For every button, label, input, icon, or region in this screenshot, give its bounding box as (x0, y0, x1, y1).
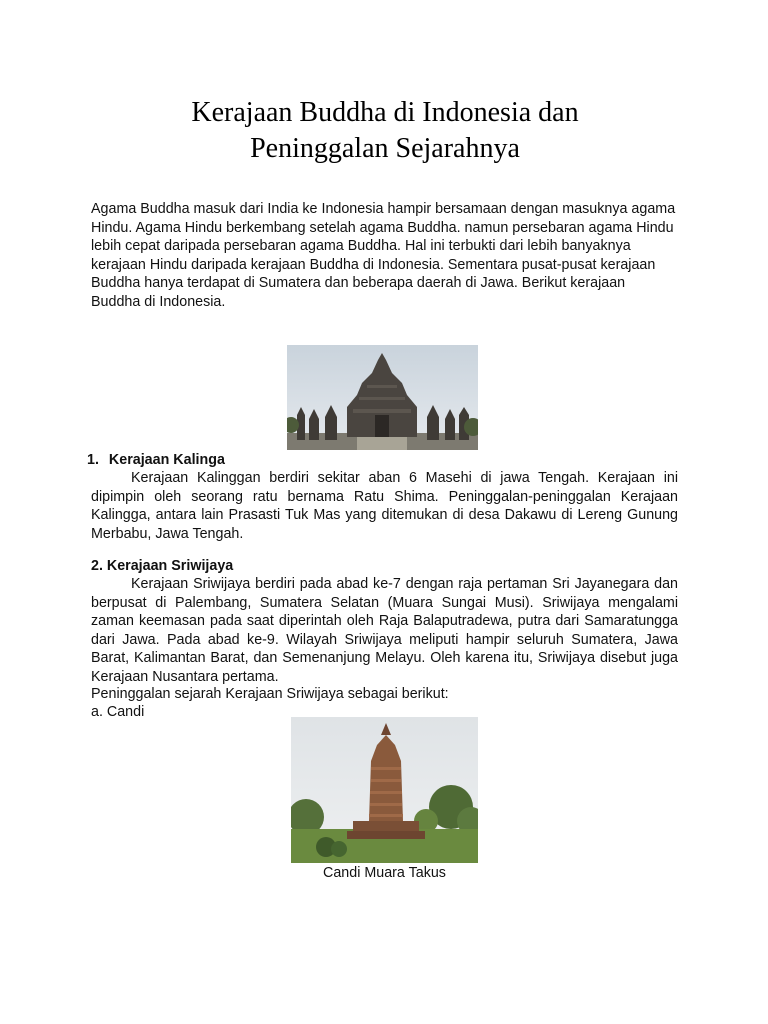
section-1-heading (87, 451, 225, 470)
section-1-title: Kerajaan Kalinga (108, 452, 225, 468)
temple-photo-1 (287, 345, 478, 450)
temple-photo-2 (291, 717, 478, 863)
intro-paragraph: Agama Buddha masuk dari India ke Indonesia hampir bersamaan dengan masuknya agama Hindu. Agama Hindu berkembang setelah agama Buddha. namun persebaran agama Hindu lebih cepat daripada persebaran agama Buddha. Hal ini terbukti dari lebih banyaknya kerajaan Hindu daripada kerajaan Buddha di Indonesia. Sementara pusat-pusat kerajaan Buddha hanya terdapat di Sumatera dan beberapa daerah di Jawa. Berikut kerajaan Buddha di Indonesia. (91, 201, 676, 310)
page-title (90, 95, 680, 167)
section-2-text: Kerajaan Sriwijaya berdiri pada abad ke-7 dengan raja pertaman Sri Jayanegara dan berpusat di Palembang, Sumatera Selatan (Muara Sungai Musi). Sriwijaya mengalami zaman keemasan pada saat diperintah oleh Raja Balaputradewa, putra dari Samaratungga dari Jawa. Pada abad ke-9. Wilayah Sriwijaya meliputi hampir seluruh Sumatera, Jawa Barat, Kalimantan Barat, dan Semenanjung Melayu. Oleh karena itu, Sriwijaya disebut juga Kerajaan Nusantara pertama. (91, 576, 678, 685)
title-line-2: Peninggalan Sejarahnya (250, 133, 520, 164)
title-line-1: Kerajaan Buddha di Indonesia dan (191, 97, 579, 128)
section-1-body (91, 469, 678, 543)
section-1-text: Kerajaan Kalinggan berdiri sekitar aban 6 Masehi di jawa Tengah. Kerajaan ini dipimpin oleh seorang ratu bernama Ratu Shima. Peninggalan-peninggalan Kerajaan Kalingga, antara lain Prasasti Tuk Mas yang ditemukan di desa Dakawu di Lereng Gunung Merbabu, Jawa Tengah. (91, 470, 678, 542)
photo-2-caption: Candi Muara Takus (323, 865, 446, 881)
section-2-heading: 2. Kerajaan Sriwijaya (91, 558, 234, 574)
section-1-number: 1. (87, 452, 99, 468)
stupa-illustration (291, 717, 478, 863)
temple-complex-illustration (287, 345, 478, 450)
remains-item-a: a. Candi (91, 704, 145, 720)
remains-intro: Peninggalan sejarah Kerajaan Sriwijaya sebagai berikut: (91, 686, 449, 702)
section-2-body (91, 575, 678, 686)
